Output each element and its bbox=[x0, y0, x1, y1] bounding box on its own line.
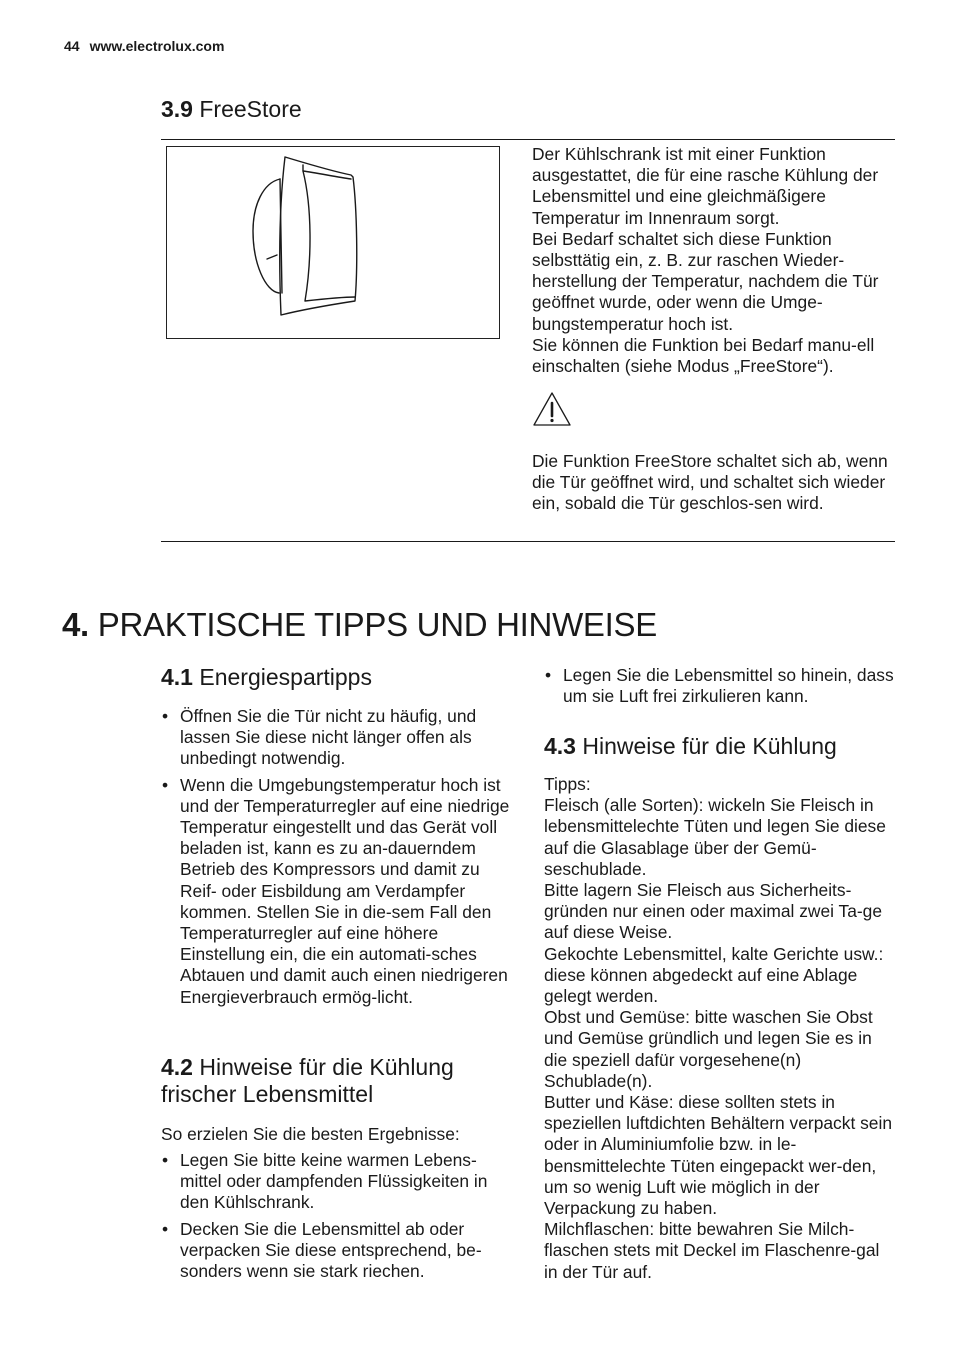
list-item: • Wenn die Umgebungstemperatur hoch ist und der Temperaturregler auf eine niedrige Temperatur eingestellt und das Gerät voll beladen ist, kann es zu an-dauerndem Betrieb des Kompressors und damit zu Reif- oder Eisbildung am Verdampfer kommen. Stellen Sie in die-sem Fall den Temperaturregler auf eine höhere Einstellung ein, die ein automati-sches Abtauen und damit auch einen niedrigeren Energieverbrauch ermög-licht. bbox=[160, 775, 516, 1008]
paragraph: Obst und Gemüse: bitte waschen Sie Obst und Gemüse gründlich und legen Sie es in die speziell dafür vorgesehene(n) Schublade(n). bbox=[544, 1007, 873, 1091]
top-rule bbox=[161, 139, 895, 140]
warning-text bbox=[532, 451, 892, 515]
fresh-food-list bbox=[160, 1150, 516, 1287]
section-title-text-line2: frischer Lebensmittel bbox=[161, 1081, 374, 1107]
list-item: • Öffnen Sie die Tür nicht zu häufig, und lassen Sie diese nicht länger offen als unbedingt notwendig. bbox=[160, 706, 516, 770]
section-number: 3.9 bbox=[161, 96, 193, 122]
paragraph: Der Kühlschrank ist mit einer Funktion ausgestattet, die für eine rasche Kühlung der Lebensmittel und eine gleichmäßigere Temperatur im Innenraum sorgt. bbox=[532, 144, 879, 228]
warning-paragraph: Die Funktion FreeStore schaltet sich ab, wenn die Tür geöffnet wird, und schaltet sich wieder ein, sobald die Tür geschlos-sen wird. bbox=[532, 451, 888, 514]
paragraph: Milchflaschen: bitte bewahren Sie Milch-flaschen stets mit Deckel im Flaschenre-gal in der Tür auf. bbox=[544, 1219, 880, 1282]
fresh-food-list-continued bbox=[543, 665, 895, 712]
paragraph: Fleisch (alle Sorten): wickeln Sie Fleisch in lebensmittelechte Tüten und legen Sie diese auf die Glasablage über der Gemü-seschublade. bbox=[544, 795, 886, 879]
paragraph: Butter und Käse: diese sollten stets in speziellen luftdichten Behältern verpackt sein oder in Aluminiumfolie bzw. in le-bensmittelechte Tüten eingepackt wer-den, um so wenig Luft wie möglich in der Verpackung zu haben. bbox=[544, 1092, 893, 1219]
site-url: www.electrolux.com bbox=[89, 38, 225, 54]
cooling-tips bbox=[544, 774, 896, 1283]
section-number: 4.1 bbox=[161, 664, 193, 690]
section-4-1-title bbox=[161, 664, 372, 691]
section-title-text: Hinweise für die Kühlung bbox=[199, 1054, 454, 1080]
freestore-description bbox=[532, 144, 892, 377]
section-4-2-title bbox=[161, 1054, 454, 1108]
page-header bbox=[64, 38, 224, 54]
page-number: 44 bbox=[64, 38, 80, 54]
paragraph: Sie können die Funktion bei Bedarf manu-ell einschalten (siehe Modus „FreeStore“). bbox=[532, 334, 875, 377]
paragraph: Bitte lagern Sie Fleisch aus Sicherheits-gründen nur einen oder maximal zwei Ta-ge auf diese Weise. bbox=[544, 880, 883, 943]
section-4-3-title bbox=[544, 733, 837, 760]
warning-triangle-icon bbox=[532, 391, 572, 427]
paragraph: Bei Bedarf schaltet sich diese Funktion selbsttätig ein, z. B. zur raschen Wieder-herstellung der Temperatur, nachdem die Tür geöffnet wurde, oder wenn die Umge-bungstemperatur hoch ist. bbox=[532, 228, 879, 334]
intro-paragraph: So erzielen Sie die besten Ergebnisse: bbox=[161, 1124, 460, 1144]
section-title-text: FreeStore bbox=[199, 96, 302, 122]
chapter-number: 4. bbox=[62, 606, 89, 643]
chapter-4-title bbox=[62, 606, 657, 644]
paragraph: Gekochte Lebensmittel, kalte Gerichte usw.: diese können abgedeckt auf eine Ablage gelegt werden. bbox=[544, 943, 884, 1007]
chapter-title-text: PRAKTISCHE TIPPS UND HINWEISE bbox=[97, 606, 657, 643]
list-item: • Decken Sie die Lebensmittel ab oder verpacken Sie diese entsprechend, be-sonders wenn sie stark riechen. bbox=[160, 1219, 516, 1283]
section-number: 4.3 bbox=[544, 733, 576, 759]
energy-tips-list bbox=[160, 706, 516, 1013]
fan-cover-drawing bbox=[167, 147, 499, 338]
list-item: • Legen Sie bitte keine warmen Lebens-mittel oder dampfenden Flüssigkeiten in den Kühlschrank. bbox=[160, 1150, 516, 1214]
paragraph: Tipps: bbox=[544, 774, 591, 794]
section-3-9-title bbox=[161, 96, 302, 123]
bottom-rule bbox=[161, 541, 895, 542]
section-title-text: Energiespartipps bbox=[199, 664, 372, 690]
freestore-illustration bbox=[166, 146, 500, 339]
section-4-2-intro bbox=[161, 1124, 517, 1145]
section-title-text: Hinweise für die Kühlung bbox=[582, 733, 837, 759]
list-item: • Legen Sie die Lebensmittel so hinein, dass um sie Luft frei zirkulieren kann. bbox=[543, 665, 895, 707]
section-number: 4.2 bbox=[161, 1054, 193, 1080]
